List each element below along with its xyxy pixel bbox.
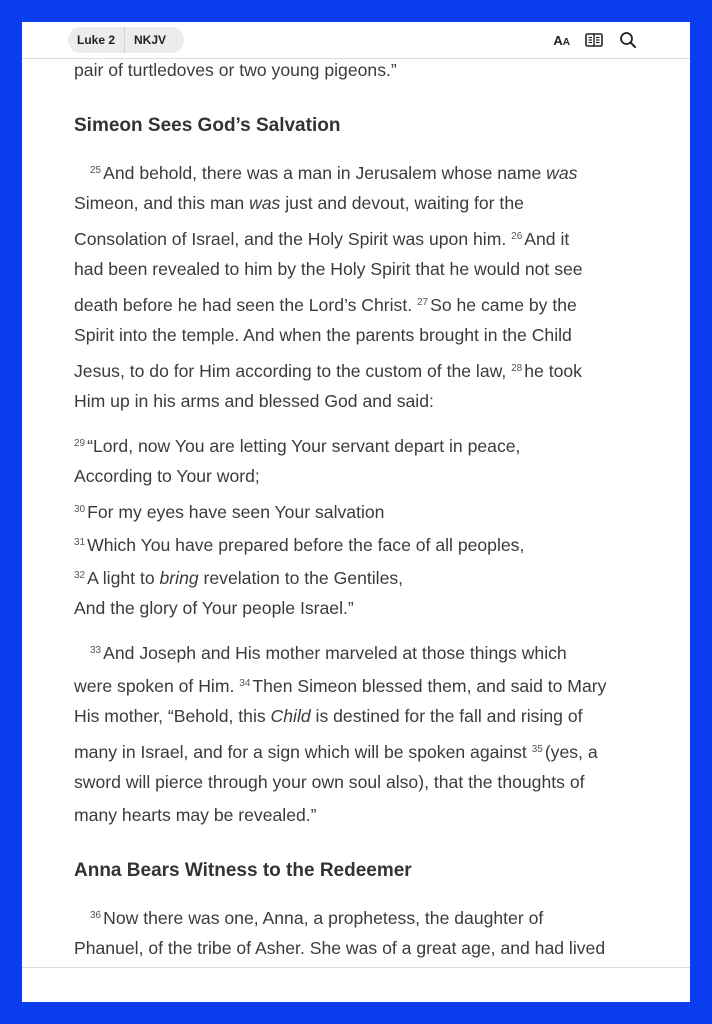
verse-number: 35 bbox=[531, 744, 543, 755]
toolbar-actions bbox=[553, 30, 638, 50]
book-chapter-button[interactable]: Luke 2 bbox=[77, 33, 116, 47]
verse-number: 28 bbox=[511, 363, 523, 374]
verse-text-line: Spirit into the temple. And when the parents brought in the Child bbox=[74, 325, 572, 345]
section-heading: Anna Bears Witness to the Redeemer bbox=[74, 860, 412, 881]
poetry-line: $^{29}$ “Lord, now You are letting Your servant depart in peace, bbox=[74, 436, 521, 456]
bottom-toolbar bbox=[22, 967, 690, 1002]
verse-number: 33 bbox=[90, 645, 102, 656]
verse-text-line: $^{36}$ Now there was one, Anna, a prophetess, the daughter of bbox=[90, 908, 544, 928]
top-toolbar bbox=[22, 22, 690, 59]
verse-number: 27 bbox=[416, 297, 429, 308]
verse-text-line: pair of turtledoves or two young pigeons.” bbox=[74, 60, 397, 80]
verse-text-line: Phanuel, of the tribe of Asher. She was of a great age, and had lived bbox=[74, 938, 606, 958]
poetry-line: And the glory of Your people Israel.” bbox=[74, 598, 354, 618]
verse-text-line: $^{25}$ And behold, there was a man in Jerusalem whose name was bbox=[90, 163, 578, 183]
verse-text-line: His mother, “Behold, this Child is destined for the fall and rising of bbox=[74, 706, 583, 726]
book-icon[interactable] bbox=[584, 30, 604, 50]
verse-text-line: death before he had seen the Lord’s Christ. $^{27}$ So he came by the bbox=[74, 295, 577, 315]
version-button[interactable]: NKJV bbox=[134, 33, 167, 47]
poetry-line: $^{30}$ For my eyes have seen Your salvation bbox=[74, 502, 385, 522]
verse-text-line: many in Israel, and for a sign which will be spoken against $^{35}$ (yes, a bbox=[74, 742, 598, 762]
poetry-line: $^{31}$ Which You have prepared before the face of all peoples, bbox=[74, 535, 525, 555]
verse-number: 30 bbox=[74, 504, 86, 515]
verse-text-line: many hearts may be revealed.” bbox=[74, 805, 317, 825]
verse-text-line: were spoken of Him. $^{34}$ Then Simeon blessed them, and said to Mary bbox=[74, 676, 607, 696]
reader-page bbox=[22, 22, 690, 1002]
verse-number: 36 bbox=[90, 910, 102, 921]
verse-number: 32 bbox=[74, 570, 86, 581]
poetry-line: According to Your word; bbox=[74, 466, 260, 486]
verse-text-line: Jesus, to do for Him according to the custom of the law, $^{28}$ he took bbox=[74, 361, 582, 381]
font-size-icon[interactable]: AA bbox=[553, 32, 570, 48]
verse-number: 29 bbox=[74, 438, 86, 449]
verse-number: 25 bbox=[90, 165, 102, 176]
verse-text-line: $^{33}$ And Joseph and His mother marveled at those things which bbox=[90, 643, 567, 663]
section-heading: Simeon Sees God’s Salvation bbox=[74, 115, 341, 136]
verse-text-line: Him up in his arms and blessed God and said: bbox=[74, 391, 434, 411]
poetry-line: $^{32}$ A light to bring revelation to the Gentiles, bbox=[74, 568, 404, 588]
verse-text-line: sword will pierce through your own soul also), that the thoughts of bbox=[74, 772, 585, 792]
verse-number: 26 bbox=[511, 231, 523, 242]
verse-text-line: had been revealed to him by the Holy Spirit that he would not see bbox=[74, 259, 583, 279]
search-icon[interactable] bbox=[618, 30, 638, 50]
passage-selector bbox=[68, 27, 184, 53]
verse-number: 34 bbox=[239, 678, 251, 689]
verse-text-line: Consolation of Israel, and the Holy Spirit was upon him. $^{26}$ And it bbox=[74, 229, 570, 249]
verse-text-line: Simeon, and this man was just and devout, waiting for the bbox=[74, 193, 524, 213]
verse-number: 31 bbox=[74, 537, 86, 548]
